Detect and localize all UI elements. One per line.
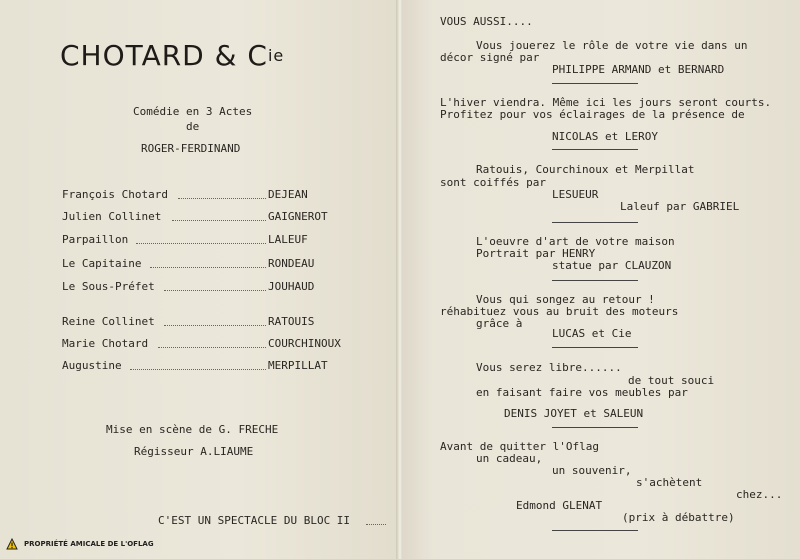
- hair-text: Laleuf par GABRIEL: [620, 200, 740, 213]
- gift-text: chez...: [736, 488, 783, 501]
- gift-text: un cadeau,: [476, 452, 543, 465]
- warning-triangle-icon: [6, 538, 18, 550]
- cast-role: Augustine: [62, 359, 122, 372]
- gift-text: un souvenir,: [552, 464, 632, 477]
- free-text: en faisant faire vos meubles par: [476, 386, 688, 399]
- cast-role: Julien Collinet: [62, 210, 162, 223]
- play-title-main: CHOTARD & C: [60, 39, 268, 72]
- divider: [552, 347, 638, 348]
- leader-dots: [136, 243, 266, 244]
- leader-dots: [178, 198, 266, 199]
- leader-dots: [172, 220, 266, 221]
- cast-role: François Chotard: [62, 188, 168, 201]
- decor-text: Vous jouerez le rôle de votre vie dans un: [476, 39, 748, 52]
- light-text: Profitez pour vos éclairages de la présence de: [440, 108, 745, 121]
- leader-dots: [158, 347, 266, 348]
- decor-text: décor signé par: [440, 51, 540, 64]
- play-title-sup: ie: [267, 46, 285, 65]
- divider: [552, 427, 638, 428]
- play-author: ROGER-FERDINAND: [141, 142, 241, 155]
- hair-text: sont coiffés par: [440, 176, 546, 189]
- decor-names: PHILIPPE ARMAND et BERNARD: [552, 63, 725, 76]
- divider: [552, 530, 638, 531]
- leader-dots: [130, 369, 266, 370]
- cast-role: Le Capitaine: [62, 257, 142, 270]
- cast-actor: DEJEAN: [268, 188, 308, 201]
- divider: [552, 280, 638, 281]
- play-title: [60, 39, 285, 72]
- motor-text: réhabituez vous au bruit des moteurs: [440, 305, 679, 318]
- divider: [552, 222, 638, 223]
- gift-name: Edmond GLENAT: [516, 499, 603, 512]
- light-names: NICOLAS et LEROY: [552, 130, 658, 143]
- cast-role: Le Sous-Préfet: [62, 280, 155, 293]
- cast-actor: RONDEAU: [268, 257, 315, 270]
- staging-credit: Mise en scène de G. FRECHE: [106, 423, 279, 436]
- cast-actor: RATOUIS: [268, 315, 315, 328]
- gift-text: Avant de quitter l'Oflag: [440, 440, 599, 453]
- right-page: [402, 0, 800, 559]
- hair-text: Ratouis, Courchinoux et Merpillat: [476, 163, 695, 176]
- cast-actor: MERPILLAT: [268, 359, 328, 372]
- motor-names: LUCAS et Cie: [552, 327, 632, 340]
- cast-role: Marie Chotard: [62, 337, 149, 350]
- closing-dots: [366, 524, 386, 525]
- gift-text: s'achètent: [636, 476, 703, 489]
- free-names: DENIS JOYET et SALEUN: [504, 407, 644, 420]
- cast-actor: JOUHAUD: [268, 280, 315, 293]
- leader-dots: [150, 267, 266, 268]
- art-text: Portrait par HENRY: [476, 247, 596, 260]
- cast-role: Parpaillon: [62, 233, 129, 246]
- free-text: de tout souci: [628, 374, 715, 387]
- footer-credit: PROPRIÉTÉ AMICALE DE L'OFLAG: [24, 540, 154, 548]
- motor-text: Vous qui songez au retour !: [476, 293, 655, 306]
- art-text: L'oeuvre d'art de votre maison: [476, 235, 675, 248]
- left-page: [0, 0, 398, 559]
- cast-actor: GAIGNEROT: [268, 210, 328, 223]
- cast-actor: LALEUF: [268, 233, 308, 246]
- cast-role: Reine Collinet: [62, 315, 155, 328]
- closing-line: C'EST UN SPECTACLE DU BLOC II: [158, 514, 351, 527]
- divider: [552, 149, 638, 150]
- play-by: de: [186, 120, 200, 133]
- ads-heading: VOUS AUSSI....: [440, 15, 533, 28]
- divider: [552, 83, 638, 84]
- motor-text: grâce à: [476, 317, 523, 330]
- leader-dots: [164, 325, 266, 326]
- light-text: L'hiver viendra. Même ici les jours seront courts.: [440, 96, 772, 109]
- cast-actor: COURCHINOUX: [268, 337, 341, 350]
- hair-name: LESUEUR: [552, 188, 599, 201]
- leader-dots: [164, 290, 266, 291]
- gift-note: (prix à débattre): [622, 511, 735, 524]
- free-text: Vous serez libre......: [476, 361, 622, 374]
- play-subtitle: Comédie en 3 Actes: [133, 105, 253, 118]
- art-text: statue par CLAUZON: [552, 259, 672, 272]
- stage-manager-credit: Régisseur A.LIAUME: [134, 445, 254, 458]
